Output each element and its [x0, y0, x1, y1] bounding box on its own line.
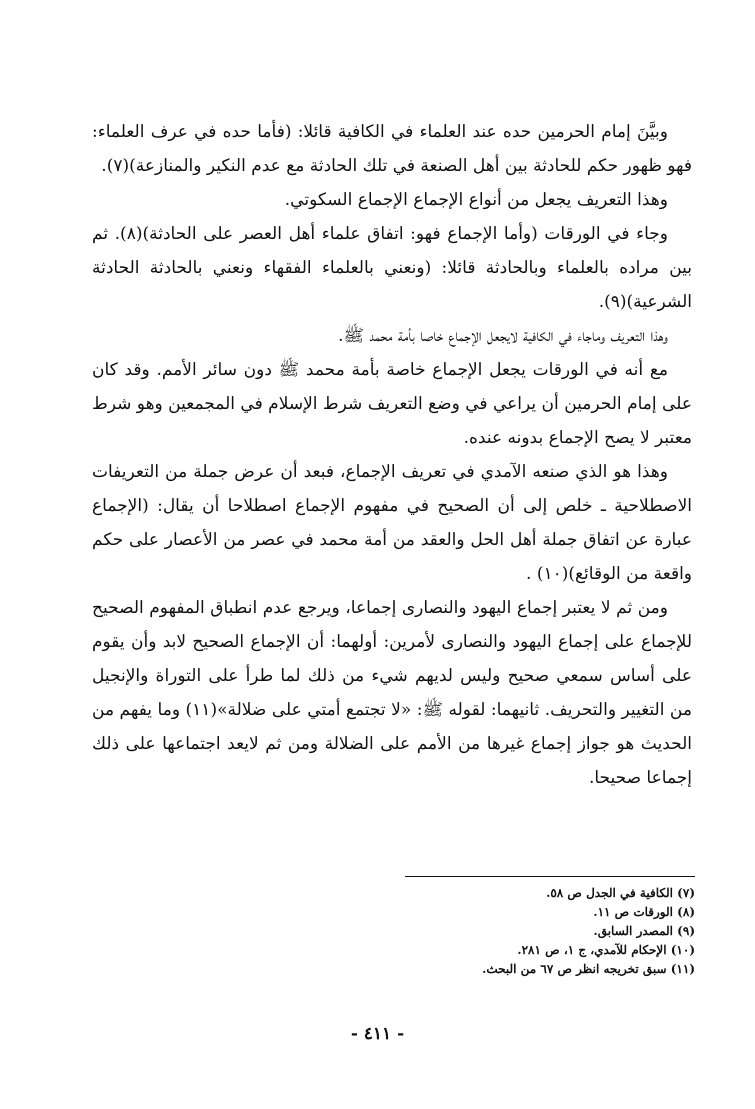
footnotes: [405, 884, 695, 979]
footnote: (٧) الكافية في الجدل ص ٥٨.: [546, 886, 695, 900]
footnote-divider: [405, 876, 695, 877]
footnote: (٩) المصدر السابق.: [593, 924, 695, 938]
footnote: (٨) الورقات ص ١١.: [593, 905, 695, 919]
paragraph: مع أنه في الورقات يجعل الإجماع خاصة بأمة محمد ﷺ دون سائر الأمم. وقد كان على إمام الحرمين أن يراعي في وضع التعريف شرط الإسلام في المجمعين وهو شرط معتبر لا يصح الإجماع بدونه عنده.: [92, 360, 692, 448]
footnote: (١١) سبق تخريجه انظر ص ٦٧ من البحث.: [482, 962, 695, 976]
paragraph: ومن ثم لا يعتبر إجماع اليهود والنصارى إجماعا، ويرجع عدم انطباق المفهوم الصحيح للإجماع على إجماع اليهود والنصارى لأمرين: أولهما: أن الإجماع الصحيح لابد وأن يقوم على أساس سمعي صحيح وليس لديهم شيء من ذلك لما طرأ على التوراة والإنجيل من التغيير والتحريف. ثانيهما: لقوله ﷺ: «لا تجتمع أمتي على ضلالة»(١١) وما يفهم من الحديث هو جواز إجماع غيرها من الأمم على الضلالة ومن ثم لايعد اجتماعها على ذلك إجماعا صحيحا.: [92, 598, 692, 788]
paragraph: وهذا التعريف يجعل من أنواع الإجماع الإجماع السكوتي.: [284, 190, 668, 210]
main-text: [92, 115, 692, 795]
paragraph: وهذا هو الذي صنعه الآمدي في تعريف الإجماع، فبعد أن عرض جملة من التعريفات الاصطلاحية ـ خلص إلى أن الصحيح في مفهوم الإجماع اصطلاحا أن يقال: (الإجماع عبارة عن اتفاق جملة أهل الحل والعقد من أمة محمد في عصر من الأعصار على حكم واقعة من الوقائع)(١٠) .: [92, 462, 692, 584]
paragraph: وهذا التعريف وماجاء في الكافية لايجعل الإجماع خاصا بأمة محمد ﷺ.: [338, 326, 668, 346]
paragraph: وبيَّنَ إمام الحرمين حده عند العلماء في الكافية قائلا: (فأما حده في عرف العلماء: فهو ظهور حكم للحادثة بين أهل الصنعة في تلك الحادثة مع عدم النكير والمنازعة)(٧).: [92, 122, 692, 176]
footnote: (١٠) الإحكام للآمدي، ج ١، ص ٢٨١.: [517, 943, 695, 957]
paragraph: وجاء في الورقات (وأما الإجماع فهو: اتفاق علماء أهل العصر على الحادثة)(٨). ثم بين مراده بالعلماء وبالحادثة قائلا: (ونعني بالعلماء الفقهاء ونعني بالحادثة الحادثة الشرعية)(٩).: [92, 224, 692, 312]
page-number: - ٤١١ -: [350, 1024, 405, 1044]
